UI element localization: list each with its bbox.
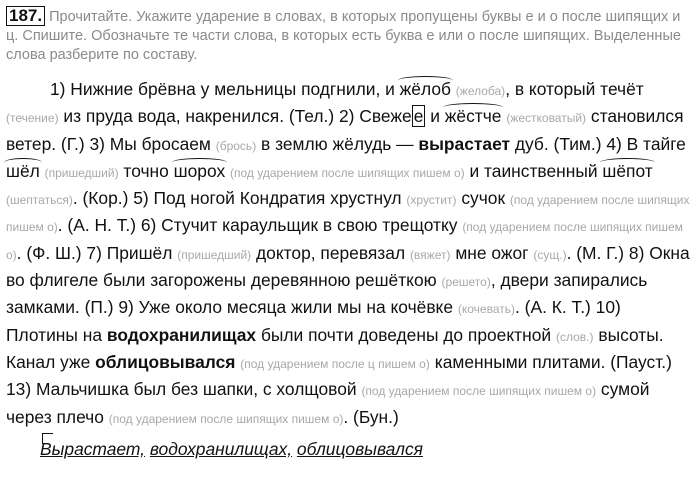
word-shepot: шёпот	[602, 160, 653, 181]
hint-reshetkoyu: (решето)	[441, 275, 491, 290]
hint-proektnoy: (слов.)	[555, 329, 594, 344]
hint-zhelob: (желоба)	[455, 84, 506, 98]
hint-holshchovoy: (под ударением после шипящих пишем о)	[361, 384, 597, 399]
morpheme-parse-line	[40, 437, 680, 462]
sentence-text: доктор, перевязал	[256, 242, 406, 263]
sentence-text: из пруда вода, накренился. (Тел.) 2) Свеже	[63, 106, 412, 127]
sentence-text: становился ветер. (Г.) 3) Мы бросаем	[6, 106, 684, 154]
hint-brosaem: (брось)	[215, 138, 257, 153]
sentence-text: , двери запирались замками. (П.) 9) Уже около месяца жили мы на кочёвке	[6, 270, 648, 318]
parse-word-3: облицовывался	[296, 439, 423, 459]
sentence-text: . (М. Г.) 8) Окна во флигеле были загорожены деревянною решёткою	[6, 242, 690, 291]
hint-plecho: (под ударением после шипящих пишем о)	[108, 411, 344, 426]
word-shel: шёл	[6, 160, 40, 181]
exercise-header	[6, 6, 694, 65]
sentence-text: точно	[123, 160, 169, 181]
word-zhestche: жёстче	[444, 106, 502, 127]
sentence-text: высоты. Канал уже	[6, 324, 664, 372]
hint-kochevke: (кочевать)	[457, 302, 516, 317]
hint-shoroh: (под ударением после шипящих пишем о)	[229, 165, 465, 180]
word-suchok: сучок	[461, 188, 506, 209]
sentence-text: мне ожог	[455, 242, 529, 263]
hint-prishel: (пришедший)	[177, 247, 252, 262]
sentence-text: . (Бун.)	[343, 406, 399, 427]
hint-zhestche: (жестковатый)	[506, 111, 587, 126]
hint-oblitsovyvalsya: (под ударением после ц пишем о)	[240, 356, 430, 371]
word-shoroh: шорох	[173, 160, 226, 181]
hint-techet: (течение)	[6, 111, 59, 126]
sentence-text: , в который течёт	[505, 79, 644, 99]
parse-word-1: Вырастает,	[40, 439, 145, 459]
sentence-text: были почти доведены до проектной	[260, 324, 552, 345]
word-vyrastaet: вырастает	[418, 133, 511, 154]
ending-box: е	[413, 106, 424, 127]
sentence-text: каменными плитами. (Пауст.) 13) Мальчишка был без шапки, с холщовой	[6, 351, 672, 400]
word-zhelob: жёлоб	[399, 79, 451, 99]
sentence-text: и таинственный	[469, 160, 598, 181]
sentence-text: . (А. К. Т.) 10) Плотины на	[6, 297, 621, 345]
sentence-text: . (А. Н. Т.) 6) Стучит караульщик в свою трещотку	[57, 215, 458, 236]
sentence-text: 1) Нижние брёвна у мельницы подгнили, и	[50, 79, 395, 99]
hint-suchok: (под ударением после шипящих пишем о)	[6, 193, 690, 235]
hint-ozhog: (сущ.)	[533, 247, 567, 262]
sentence-text: дуб. (Тим.) 4) В тайге	[514, 133, 686, 154]
sentence-text: и	[430, 106, 440, 127]
parse-word-2: водохранилищах,	[149, 439, 293, 459]
hint-shel: (пришедший)	[44, 165, 119, 180]
hint-hrustnul: (хрустит)	[406, 193, 457, 208]
hint-perevyazal: (вяжет)	[409, 247, 451, 262]
sentence-text: . (Кор.) 5) Под ногой Кондратия хрустнул	[72, 188, 402, 209]
word-oblitsovyvalsya: облицовывался	[95, 351, 236, 372]
exercise-text	[6, 77, 696, 432]
sentence-text: . (Ф. Ш.) 7) Пришёл	[16, 242, 173, 263]
sentence-text: в землю жёлудь —	[261, 133, 414, 154]
word-vodohranilishchah: водохранилищах	[106, 324, 257, 345]
hint-shepot: (шептаться)	[6, 193, 73, 208]
exercise-number: 187.	[6, 6, 45, 26]
exercise-instruction: Прочитайте. Укажите ударение в словах, в которых пропущены буквы е и о после шипящих и ц. Спишите. Обозначьте те части слова, в которых есть буква е или о после шипящих. Выделенные слова разберите по составу.	[6, 9, 681, 63]
sentence-text: сумой через плечо	[6, 379, 650, 427]
hint-treshchotku: (под ударением после шипящих пишем о)	[6, 220, 683, 262]
